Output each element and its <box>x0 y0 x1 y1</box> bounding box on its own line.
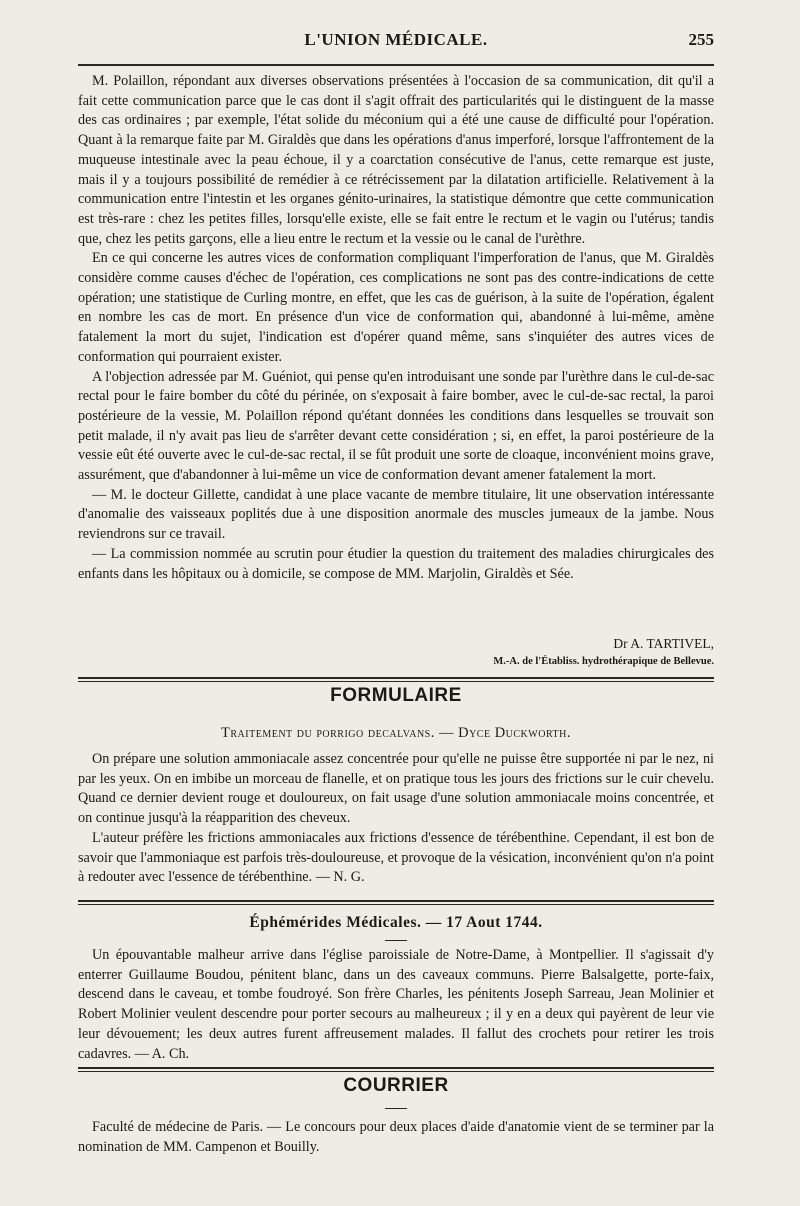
recipe-heading: Traitement du porrigo decalvans. — Dyce Duckworth. <box>221 725 571 741</box>
section-title-formulaire: FORMULAIRE <box>330 685 462 706</box>
short-divider <box>385 940 407 941</box>
page-number: 255 <box>688 30 714 49</box>
section-rule <box>78 677 714 679</box>
courrier-text <box>78 1118 714 1157</box>
section-rule-thin <box>78 681 714 682</box>
running-title: L'UNION MÉDICALE. <box>304 30 488 49</box>
paragraph: M. Polaillon, répondant aux diverses observations présentées à l'occasion de sa communication, dit qu'il a fait cette communication parce que le cas dont il s'agit offrait des particularités qui le distinguent de la masse des cas ordinaires ; par exemple, l'état solide du méconium qui a été une cause de difficulté pour l'opération. Quant à la remarque faite par M. Giraldès que dans les opérations d'anus imperforé, lorsque l'affrontement de la muqueuse intestinale avec la peau échoue, il y a coarctation consécutive de l'anus, cette remarque est juste, mais il y a toujours possibilité de remédier à ce rétrécissement par la dilatation artificielle. Relativement à la communication entre l'intestin et les organes génito-urinaires, la statistique démontre que cette communication est très-rare : chez les petites filles, lorsqu'elle existe, elle se fait entre le rectum et le vagin ou l'utérus; tandis que, chez les petits garçons, elle a lieu entre le rectum et la vessie ou le canal de l'urèthre. <box>78 73 714 247</box>
paragraph: — La commission nommée au scrutin pour étudier la question du traitement des maladies chirurgicales des enfants dans les hôpitaux ou à domicile, se compose de MM. Marjolin, Giraldès et Sée. <box>78 545 714 582</box>
section-title-courrier: COURRIER <box>343 1075 449 1096</box>
paragraph: On prépare une solution ammoniacale assez concentrée pour qu'elle ne puisse être supportée ni par le nez, ni par les yeux. On en imbibe un morceau de flanelle, et on pratique tous les jours des frictions sur le cuir chevelu. Quand ce dernier devient rouge et douloureux, on fait usage d'une solution ammoniacale moins concentrée, et on continue jusqu'à la réapparition des cheveux. <box>78 751 714 827</box>
author-affiliation: M.-A. de l'Établiss. hydrothérapique de Bellevue. <box>493 656 714 667</box>
section-rule <box>78 900 714 902</box>
paragraph: Faculté de médecine de Paris. — Le concours pour deux places d'aide d'anatomie vient de se terminer par la nomination de MM. Campenon et Bouilly. <box>78 1119 714 1155</box>
paragraph: — M. le docteur Gillette, candidat à une place vacante de membre titulaire, lit une observation intéressante d'anomalie des vaisseaux poplités due à une disposition anormale des muscles jumeaux de la jambe. Nous reviendrons sur ce travail. <box>78 486 714 543</box>
ephemerides-text <box>78 946 714 1064</box>
page-header <box>78 30 714 58</box>
society-report <box>78 72 714 584</box>
header-rule <box>78 64 714 66</box>
section-rule-thin <box>78 904 714 905</box>
ephemerides-heading: Éphémérides Médicales. — 17 Aout 1744. <box>249 914 543 931</box>
short-divider <box>385 1108 407 1109</box>
section-rule-thin <box>78 1071 714 1072</box>
paragraph: Un épouvantable malheur arrive dans l'église paroissiale de Notre-Dame, à Montpellier. Il s'agissait d'y enterrer Guillaume Boudou, pénitent blanc, dans un des caveaux communs. Pierre Balsalgette, porte-faix, descend dans le caveau, et tombe foudroyé. Son frère Charles, les pénitents Joseph Sarreau, Jean Molinier et Robert Molinier veulent descendre pour porter secours au malheureux ; il y en a deux qui payèrent de leur vie leur dévouement; les deux autres furent affreusement malades. Il fallut des crochets pour retirer les trois cadavres. — A. Ch. <box>78 947 714 1062</box>
author-signature: Dr A. TARTIVEL, <box>613 636 714 651</box>
paragraph: En ce qui concerne les autres vices de conformation compliquant l'imperforation de l'anus, que M. Giraldès considère comme causes d'échec de l'opération, ces complications ne sont pas des contre-indications de cette opération; une statistique de Curling montre, en effet, que les cas de guérison, à la suite de l'opération, égalent en nombre les cas de mort. En présence d'un vice de conformation qui, abandonné à lui-même, amène fatalement la mort du sujet, l'indication est d'opérer quand même, sans s'inquiéter des autres vices de conformation qui pourraient exister. <box>78 250 714 365</box>
section-rule <box>78 1067 714 1069</box>
formulaire-text <box>78 750 714 888</box>
paragraph: L'auteur préfère les frictions ammoniacales aux frictions d'essence de térébenthine. Cependant, il est bon de savoir que l'ammoniaque est parfois très-douloureuse, et provoque de la vésication, inconvénient qu'on n'a point à redouter avec l'essence de térébenthine. — N. G. <box>78 829 714 886</box>
paragraph: A l'objection adressée par M. Guéniot, qui pense qu'en introduisant une sonde par l'urèthre dans le cul-de-sac rectal pour le faire bomber du côté du périnée, on s'exposait à faire bomber, avec le cul-de-sac rectal, la paroi postérieure de la vessie, M. Polaillon répond qu'étant données les conditions dans lesquelles se trouvait son petit malade, il n'y avait pas lieu de s'arrêter devant cette considération ; si, en effet, la paroi postérieure de la vessie eût été ouverte avec le cul-de-sac rectal, il se fût produit une sorte de cloaque, inconvénient moins grave, assurément, que d'abandonner à lui-même un vice de conformation devant amener fatalement la mort. <box>78 368 714 484</box>
